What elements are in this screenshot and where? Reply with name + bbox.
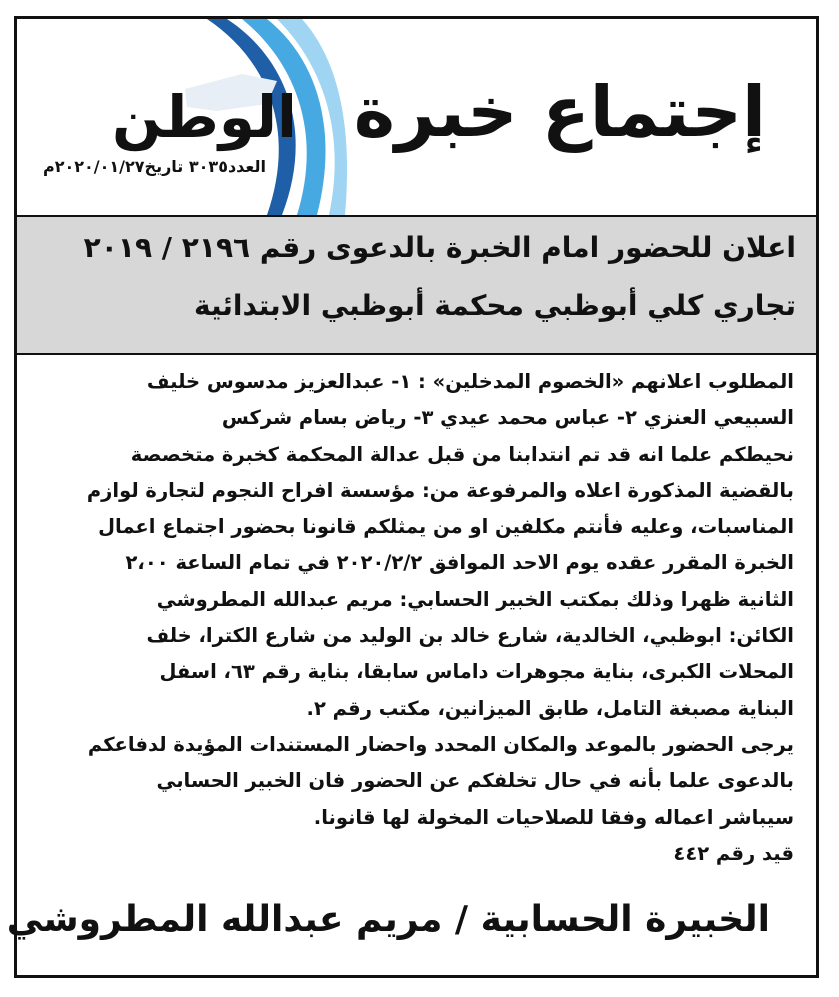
body-line: المناسبات، وعليه فأنتم مكلفين او من يمثلكم قانونا بحضور اجتماع اعمال: [98, 515, 794, 539]
body-line: قيد رقم ٤٤٢: [673, 841, 794, 865]
banner-line-case-number: اعلان للحضور امام الخبرة بالدعوى رقم ٢١٩٦ / ٢٠١٩: [83, 231, 796, 264]
header: [17, 19, 816, 215]
body-line: بالقضية المذكورة اعلاه والمرفوعة من: مؤسسة افراح النجوم لتجارة لوازم: [86, 478, 794, 502]
body-line: سيباشر اعماله وفقا للصلاحيات المخولة لها قانونا.: [313, 805, 794, 829]
body-line: الخبرة المقرر عقده يوم الاحد الموافق ٢٠٢٠/٢/٢ في تمام الساعة ٢،٠٠: [125, 551, 794, 575]
issue-number-and-date: العدد٣٠٣٥ تاريخ٢٠٢٠/٠١/٢٧م: [43, 157, 266, 176]
advertisement-frame: [6, 16, 819, 978]
notice-body: [34, 364, 794, 872]
signature: الخبيرة الحسابية / مريم عبدالله المطروشي: [6, 899, 770, 940]
newspaper-name: الوطن: [112, 83, 297, 151]
body-line: السبيعي العنزي ٢- عباس محمد عيدي ٣- رياض بسام شركس: [221, 406, 794, 430]
body-line: الكائن: ابوظبي، الخالدية، شارع خالد بن الوليد من شارع الكترا، خلف: [146, 624, 794, 648]
body-line: بالدعوى علما بأنه في حال تخلفكم عن الحضور فان الخبير الحسابي: [156, 769, 794, 793]
body-line: البناية مصبغة التامل، طابق الميزانين، مكتب رقم ٢.: [306, 696, 794, 720]
body-line: الثانية ظهرا وذلك بمكتب الخبير الحسابي: مريم عبدالله المطروشي: [156, 587, 794, 611]
case-banner: [17, 215, 816, 355]
page-title: إجتماع خبرة: [353, 71, 766, 153]
body-line: يرجى الحضور بالموعد والمكان المحدد واحضار المستندات المؤيدة لدفاعكم: [87, 732, 794, 756]
body-line: نحيطكم علما انه قد تم انتدابنا من قبل عدالة المحكمة كخبرة متخصصة: [130, 442, 794, 466]
body-line: المطلوب اعلانهم «الخصوم المدخلين» : ١- عبدالعزيز مدسوس خليف: [146, 370, 794, 393]
body-line: المحلات الكبرى، بناية مجوهرات داماس سابقا، بناية رقم ٦٣، اسفل: [159, 660, 794, 684]
banner-line-court: تجاري كلي أبوظبي محكمة أبوظبي الابتدائية: [194, 289, 796, 322]
